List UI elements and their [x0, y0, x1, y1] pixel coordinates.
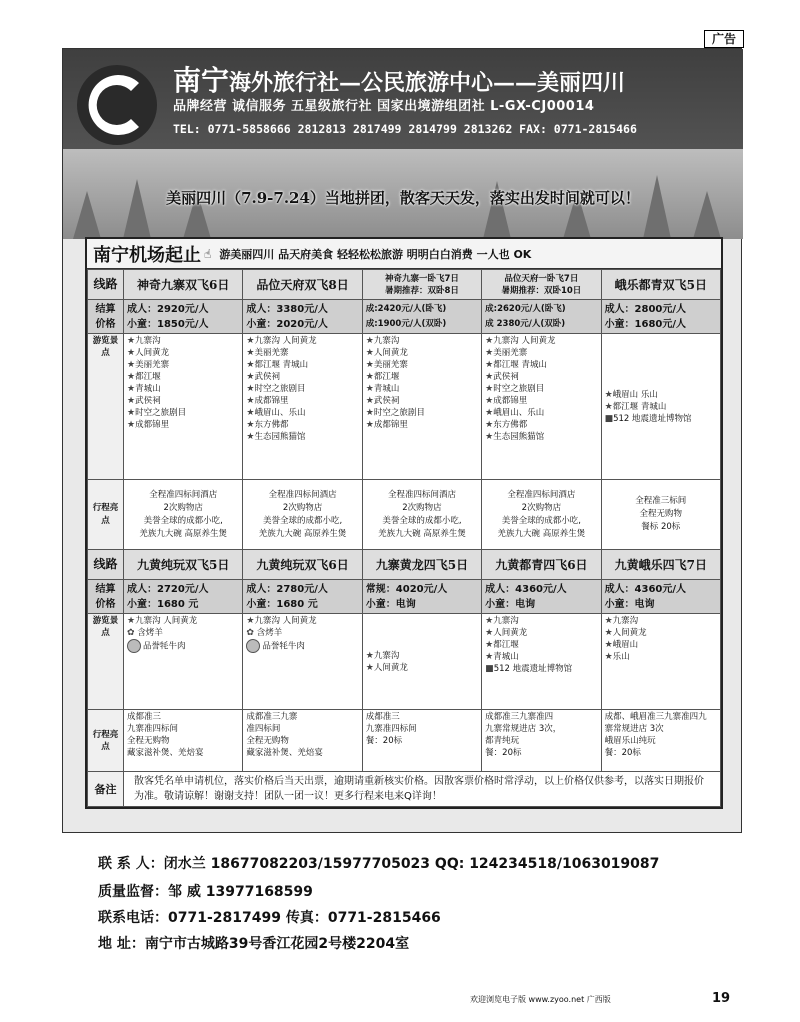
spot-item	[485, 431, 597, 443]
spot-item	[246, 335, 358, 347]
spot-label: 美丽羌寨	[135, 360, 170, 370]
highlight-line: 藏家滋补煲、羌焙宴	[127, 748, 204, 758]
highlight-line: 2次购物店	[163, 502, 203, 513]
row-label: 游览景点	[88, 334, 124, 480]
highlight-line: 全程准四标间酒店	[149, 489, 218, 500]
row-label: 行程亮点	[88, 480, 124, 550]
spot-item	[127, 371, 239, 383]
star-icon: ★	[485, 432, 494, 442]
spots-cell	[482, 334, 601, 480]
star-icon: ★	[485, 616, 494, 626]
spot-label: 九寨沟	[612, 616, 639, 626]
price-cell: 成人：2720元/人 小童：1680 元	[124, 580, 243, 614]
highlight-line: 2次购物店	[402, 502, 442, 513]
star-icon: ★	[127, 348, 136, 358]
highlight-line: 2次购物店	[282, 502, 323, 513]
spot-item	[246, 395, 358, 407]
spot-label: 峨眉山	[612, 640, 639, 650]
square-bullet-icon: ■	[604, 413, 614, 424]
highlight-line: 都青纯玩	[485, 736, 520, 746]
spot-item	[246, 407, 358, 419]
spot-item	[366, 662, 478, 674]
spot-label: 青城山	[493, 652, 519, 662]
agency-name: 海外旅行社—公民旅游中心——美丽四川	[229, 70, 626, 96]
route-cell: 神奇九寨双飞6日	[124, 270, 243, 300]
spot-item	[127, 639, 239, 653]
star-icon: ★	[365, 360, 374, 370]
star-icon: ★	[365, 650, 374, 661]
highlight-line: 美誉全球的成都小吃,	[143, 515, 223, 526]
spot-item	[127, 627, 239, 639]
spot-item	[127, 347, 239, 359]
route-cell: 九黄纯玩双飞6日	[243, 550, 362, 580]
spots-cell	[124, 334, 243, 480]
spot-item	[246, 431, 358, 443]
spot-label: 时空之旅剧目	[373, 408, 425, 418]
star-icon: ★	[127, 396, 136, 406]
spots-cell	[601, 614, 720, 710]
highlight-line: 寨常规进店 3次	[604, 724, 664, 734]
price-row-2	[88, 580, 721, 614]
highlight-line: 餐：20标	[365, 736, 403, 746]
contact-address: 地 址：南宁市古城路39号香江花园2号楼2204室	[98, 936, 410, 952]
spot-label: 生态园熊猫馆	[493, 432, 545, 442]
spot-item	[366, 395, 478, 407]
spot-label: 东方佛都	[254, 420, 289, 430]
star-icon: ★	[365, 372, 374, 382]
agency-tel: TEL: 0771-5858666 2812813 2817499 2814799 2813262 FAX: 0771-2815466	[173, 122, 637, 136]
spot-item	[366, 383, 478, 395]
star-icon: ★	[246, 408, 255, 418]
star-icon: ★	[485, 396, 494, 406]
highlights-cell	[601, 710, 720, 772]
spot-item	[485, 639, 597, 651]
contact-person: 联 系 人：闭水兰 18677082203/15977705023 QQ: 124234518/1063019087	[98, 856, 660, 872]
star-icon: ★	[485, 372, 494, 382]
spot-label: 成都锦里	[493, 396, 528, 406]
spot-item	[127, 395, 239, 407]
star-icon: ★	[365, 408, 374, 418]
highlight-line: 成都准三九寨准四	[485, 712, 554, 722]
highlights-row-2	[88, 710, 721, 772]
highlights-cell	[243, 710, 362, 772]
spot-label: 九寨沟 人间黄龙	[254, 336, 317, 346]
spot-item	[127, 383, 239, 395]
route-cell: 神奇九寨一卧飞7日 暑期推荐：双卧8日	[362, 270, 481, 300]
spots-cell	[362, 334, 481, 480]
spot-label: 峨眉山、乐山	[254, 408, 306, 418]
star-icon: ★	[246, 432, 255, 442]
spot-label: 青城山	[373, 384, 400, 394]
contact-phone: 联系电话：0771-2817499 传真：0771-2815466	[98, 910, 441, 926]
highlights-cell	[124, 710, 243, 772]
spot-item	[127, 407, 239, 419]
spot-item	[605, 627, 717, 639]
spot-item	[366, 650, 478, 662]
spot-item	[485, 615, 597, 627]
highlight-line: 全程准四标间酒店	[507, 489, 576, 500]
star-icon: ★	[246, 336, 255, 346]
star-icon: ★	[246, 396, 255, 406]
highlights-cell	[601, 480, 720, 550]
star-icon: ★	[604, 401, 613, 412]
contact-block	[62, 835, 742, 955]
spot-item	[485, 663, 597, 675]
footer-text: 欢迎浏览电子版 www.zyoo.net 广西版	[470, 995, 611, 1004]
highlight-line: 美誉全球的成都小吃,	[262, 515, 343, 526]
spot-item	[366, 347, 478, 359]
price-cell: 成人：2780元/人 小童：1680 元	[243, 580, 362, 614]
star-icon: ★	[246, 384, 255, 394]
highlight-line: 成都、峨眉准三九寨准四九	[604, 712, 707, 722]
row-label: 结算价格	[88, 580, 124, 614]
agency-title	[173, 59, 625, 99]
ad-tag: 广告	[704, 30, 744, 48]
spot-item	[485, 383, 597, 395]
spot-label: 品誉牦牛肉	[262, 641, 305, 652]
spot-item	[246, 615, 358, 627]
spot-item	[485, 395, 597, 407]
spot-item	[485, 335, 597, 347]
spot-label: 东方佛都	[493, 420, 528, 430]
star-icon: ★	[365, 396, 374, 406]
spots-cell	[362, 614, 481, 710]
spot-item	[605, 413, 717, 425]
spots-row-1	[88, 334, 721, 480]
highlight-line: 全程无购物	[639, 509, 683, 519]
highlight-line: 成都准三九寨	[246, 712, 298, 722]
spot-label: 美丽羌寨	[254, 348, 289, 358]
spot-label: 人间黄龙	[135, 348, 170, 358]
star-icon: ★	[485, 420, 494, 430]
star-icon: ★	[485, 336, 494, 346]
spot-item	[485, 419, 597, 431]
page-number: 19	[712, 991, 731, 1006]
price-cell: 常规：4020元/人 小童：电询	[362, 580, 481, 614]
star-icon: ★	[246, 616, 255, 626]
itinerary-table	[85, 237, 723, 809]
row-label: 行程亮点	[88, 710, 124, 772]
price-cell: 成:2620元/人(卧飞) 成 2380元/人(双卧)	[482, 300, 601, 334]
star-icon: ★	[127, 360, 136, 370]
route-cell: 品位天府一卧飞7日 暑期推荐：双卧10日	[482, 270, 601, 300]
price-cell: 成人：4360元/人 小童：电询	[601, 580, 720, 614]
highlight-line: 羌族九大碗 高原养生煲	[139, 528, 228, 539]
spot-label: 都江堰 青城山	[612, 401, 667, 412]
square-bullet-icon: ■	[485, 664, 494, 674]
spot-label: 九寨沟 人间黄龙	[135, 616, 198, 626]
spot-label: 都江堰 青城山	[493, 360, 547, 370]
highlight-line: 羌族九大碗 高原养生煲	[378, 528, 466, 539]
spot-item	[485, 359, 597, 371]
flower-icon: ✿	[246, 628, 257, 638]
spot-label: 美丽羌寨	[493, 348, 528, 358]
highlight-line: 全程无购物	[127, 736, 170, 746]
spot-label: 含烤羊	[137, 628, 163, 638]
flower-icon: ✿	[127, 628, 138, 638]
star-icon: ★	[604, 616, 613, 626]
highlights-cell	[482, 710, 601, 772]
spot-item	[485, 651, 597, 663]
price-cell: 成人：2800元/人 小童：1680元/人	[601, 300, 720, 334]
highlights-cell	[362, 710, 481, 772]
spot-label: 人间黄龙	[612, 628, 647, 638]
highlight-line: 峨眉乐山纯玩	[604, 736, 656, 746]
spot-label: 青城山	[135, 384, 161, 394]
highlight-line: 藏家滋补煲、羌焙宴	[246, 748, 323, 758]
spot-item	[485, 407, 597, 419]
spot-item	[366, 359, 478, 371]
route-cell: 九黄纯玩双飞5日	[124, 550, 243, 580]
row-label: 游览景点	[88, 614, 124, 710]
price-cell: 成人：4360元/人 小童：电询	[482, 580, 601, 614]
spot-label: 九寨沟	[373, 650, 400, 661]
spot-item	[366, 407, 478, 419]
spot-item	[605, 401, 717, 413]
price-cell: 成人：2920元/人 小童：1850元/人	[124, 300, 243, 334]
spot-item	[485, 347, 597, 359]
price-row-1	[88, 300, 721, 334]
spot-item	[366, 371, 478, 383]
spot-item	[246, 359, 358, 371]
spot-item	[246, 383, 358, 395]
route-row-1	[88, 270, 721, 300]
spot-label: 成都锦里	[254, 396, 289, 406]
star-icon: ★	[485, 640, 494, 650]
highlight-line: 全程准四标间酒店	[387, 489, 456, 500]
note-row	[88, 772, 721, 807]
spot-label: 人间黄龙	[493, 628, 528, 638]
highlights-cell	[362, 480, 481, 550]
route-row-2	[88, 550, 721, 580]
spots-cell	[243, 334, 362, 480]
spot-label: 峨眉山 乐山	[612, 389, 658, 400]
ad-frame	[62, 48, 742, 833]
star-icon: ★	[485, 652, 494, 662]
star-icon: ★	[485, 360, 494, 370]
highlight-line: 美誉全球的成都小吃,	[501, 515, 581, 526]
agency-city: 南宁	[173, 64, 230, 97]
star-icon: ★	[365, 384, 374, 394]
highlight-line: 餐：20标	[604, 748, 641, 758]
route-cell: 九黄峨乐四飞7日	[601, 550, 720, 580]
star-icon: ★	[127, 336, 136, 346]
thumbs-up-icon: ☝	[204, 246, 212, 261]
highlight-line: 餐：20标	[485, 748, 522, 758]
spot-item	[127, 615, 239, 627]
star-icon: ★	[365, 420, 374, 430]
spot-item	[246, 419, 358, 431]
spot-item	[366, 335, 478, 347]
star-icon: ★	[127, 616, 136, 626]
spot-label: 512 地震遗址博物馆	[493, 664, 573, 674]
highlight-line: 美誉全球的成都小吃,	[382, 515, 462, 526]
spot-item	[127, 419, 239, 431]
spot-label: 生态园熊猫馆	[254, 432, 306, 442]
star-icon: ★	[246, 360, 255, 370]
spot-label: 品誉牦牛肉	[143, 641, 186, 652]
spot-item	[605, 389, 717, 401]
spot-label: 武侯祠	[135, 396, 161, 406]
spot-item	[485, 371, 597, 383]
star-icon: ★	[485, 348, 494, 358]
note-text: 散客凭名单申请机位，落实价格后当天出票，逾期请重新核实价格。因散客票价格时常浮动，以上价格仅供参考，以落实日期报价为准。敬请谅解！谢谢支持！团队一团一议！更多行程来电来Q详询！	[124, 772, 721, 807]
spot-label: 美丽羌寨	[373, 360, 408, 370]
highlight-line: 成都准三	[365, 712, 400, 722]
highlight-line: 九寨准四标间	[127, 724, 179, 734]
star-icon: ★	[127, 420, 136, 430]
star-icon: ★	[604, 640, 613, 650]
spots-cell	[124, 614, 243, 710]
spots-cell	[243, 614, 362, 710]
spot-label: 武侯祠	[254, 372, 280, 382]
star-icon: ★	[604, 652, 613, 662]
price-cell: 成:2420元/人(卧飞) 成:1900元/人(双卧)	[362, 300, 481, 334]
spot-item	[127, 359, 239, 371]
star-icon: ★	[485, 384, 494, 394]
spot-item	[485, 627, 597, 639]
spot-label: 512 地震遗址博物馆	[613, 413, 692, 424]
highlight-line: 九寨准四标间	[365, 724, 417, 734]
spots-cell	[482, 614, 601, 710]
spot-item	[246, 639, 358, 653]
highlight-line: 羌族九大碗 高原养生煲	[497, 528, 586, 539]
highlight-line: 2次购物店	[521, 502, 562, 513]
highlights-row-1	[88, 480, 721, 550]
spot-label: 武侯祠	[493, 372, 519, 382]
price-cell: 成人：3380元/人 小童：2020元/人	[243, 300, 362, 334]
spot-label: 时空之旅剧目	[254, 384, 306, 394]
star-icon: ★	[365, 336, 374, 346]
spot-label: 九寨沟	[135, 336, 161, 346]
table-heading	[87, 239, 721, 269]
spot-label: 九寨沟	[493, 616, 519, 626]
smiley-icon	[246, 639, 260, 653]
highlight-line: 准四标间	[246, 724, 281, 734]
spot-label: 时空之旅剧目	[493, 384, 545, 394]
highlights-cell	[243, 480, 362, 550]
star-icon: ★	[485, 408, 494, 418]
star-icon: ★	[365, 662, 374, 673]
route-cell: 九黄都青四飞6日	[482, 550, 601, 580]
highlights-cell	[482, 480, 601, 550]
spot-label: 含烤羊	[256, 628, 283, 638]
row-label: 线路	[88, 270, 124, 300]
route-cell: 九寨黄龙四飞5日	[362, 550, 481, 580]
spot-label: 都江堰	[493, 640, 519, 650]
table-heading-tagline: 游美丽四川 品天府美食 轻轻松松旅游 明明白白消费 一人也 OK	[219, 247, 532, 261]
star-icon: ★	[127, 372, 136, 382]
slogan: 美丽四川（7.9-7.24）当地拼团，散客天天发，落实出发时间就可以！	[166, 189, 640, 207]
spot-item	[605, 639, 717, 651]
spot-label: 九寨沟 人间黄龙	[254, 616, 317, 626]
spot-item	[246, 371, 358, 383]
star-icon: ★	[604, 389, 613, 400]
spot-label: 时空之旅剧目	[135, 408, 187, 418]
spots-cell	[601, 334, 720, 480]
spot-item	[605, 615, 717, 627]
smiley-icon	[127, 639, 141, 653]
spot-label: 武侯祠	[373, 396, 400, 406]
row-label: 备注	[88, 772, 124, 807]
itinerary-grid	[87, 269, 721, 807]
highlight-line: 全程准三标间	[635, 496, 687, 506]
spot-label: 都江堰 青城山	[254, 360, 309, 370]
star-icon: ★	[604, 628, 613, 638]
spot-item	[246, 347, 358, 359]
spot-label: 人间黄龙	[373, 348, 408, 358]
highlight-line: 全程准四标间酒店	[268, 489, 337, 500]
agency-logo-icon	[75, 63, 159, 147]
spot-label: 成都锦里	[135, 420, 170, 430]
route-cell: 品位天府双飞8日	[243, 270, 362, 300]
spot-label: 九寨沟 人间黄龙	[493, 336, 556, 346]
spot-label: 九寨沟	[373, 336, 400, 346]
highlights-cell	[124, 480, 243, 550]
highlight-line: 餐标 20标	[641, 522, 681, 532]
star-icon: ★	[127, 408, 136, 418]
route-cell: 峨乐都青双飞5日	[601, 270, 720, 300]
star-icon: ★	[485, 628, 494, 638]
highlight-line: 全程无购物	[246, 736, 289, 746]
highlight-line: 成都准三	[127, 712, 162, 722]
spot-label: 峨眉山、乐山	[493, 408, 545, 418]
spot-label: 成都锦里	[373, 420, 408, 430]
spot-item	[366, 419, 478, 431]
spot-item	[605, 651, 717, 663]
spot-item	[246, 627, 358, 639]
highlight-line: 羌族九大碗 高原养生煲	[258, 528, 347, 539]
table-heading-main: 南宁机场起止	[93, 244, 201, 266]
star-icon: ★	[127, 384, 136, 394]
spot-item	[127, 335, 239, 347]
star-icon: ★	[365, 348, 374, 358]
star-icon: ★	[246, 420, 255, 430]
spots-row-2	[88, 614, 721, 710]
row-label: 结算价格	[88, 300, 124, 334]
agency-subtitle: 品牌经营 诚信服务 五星级旅行社 国家出境游组团社 L-GX-CJ00014	[173, 99, 595, 114]
quality-supervisor: 质量监督：邹 威 13977168599	[98, 884, 313, 900]
spot-label: 人间黄龙	[373, 662, 408, 673]
highlight-line: 九寨常规进店 3次，	[485, 724, 562, 734]
spot-label: 都江堰	[135, 372, 161, 382]
star-icon: ★	[246, 372, 255, 382]
spot-label: 都江堰	[373, 372, 400, 382]
row-label: 线路	[88, 550, 124, 580]
spot-label: 乐山	[612, 652, 630, 662]
star-icon: ★	[246, 348, 255, 358]
